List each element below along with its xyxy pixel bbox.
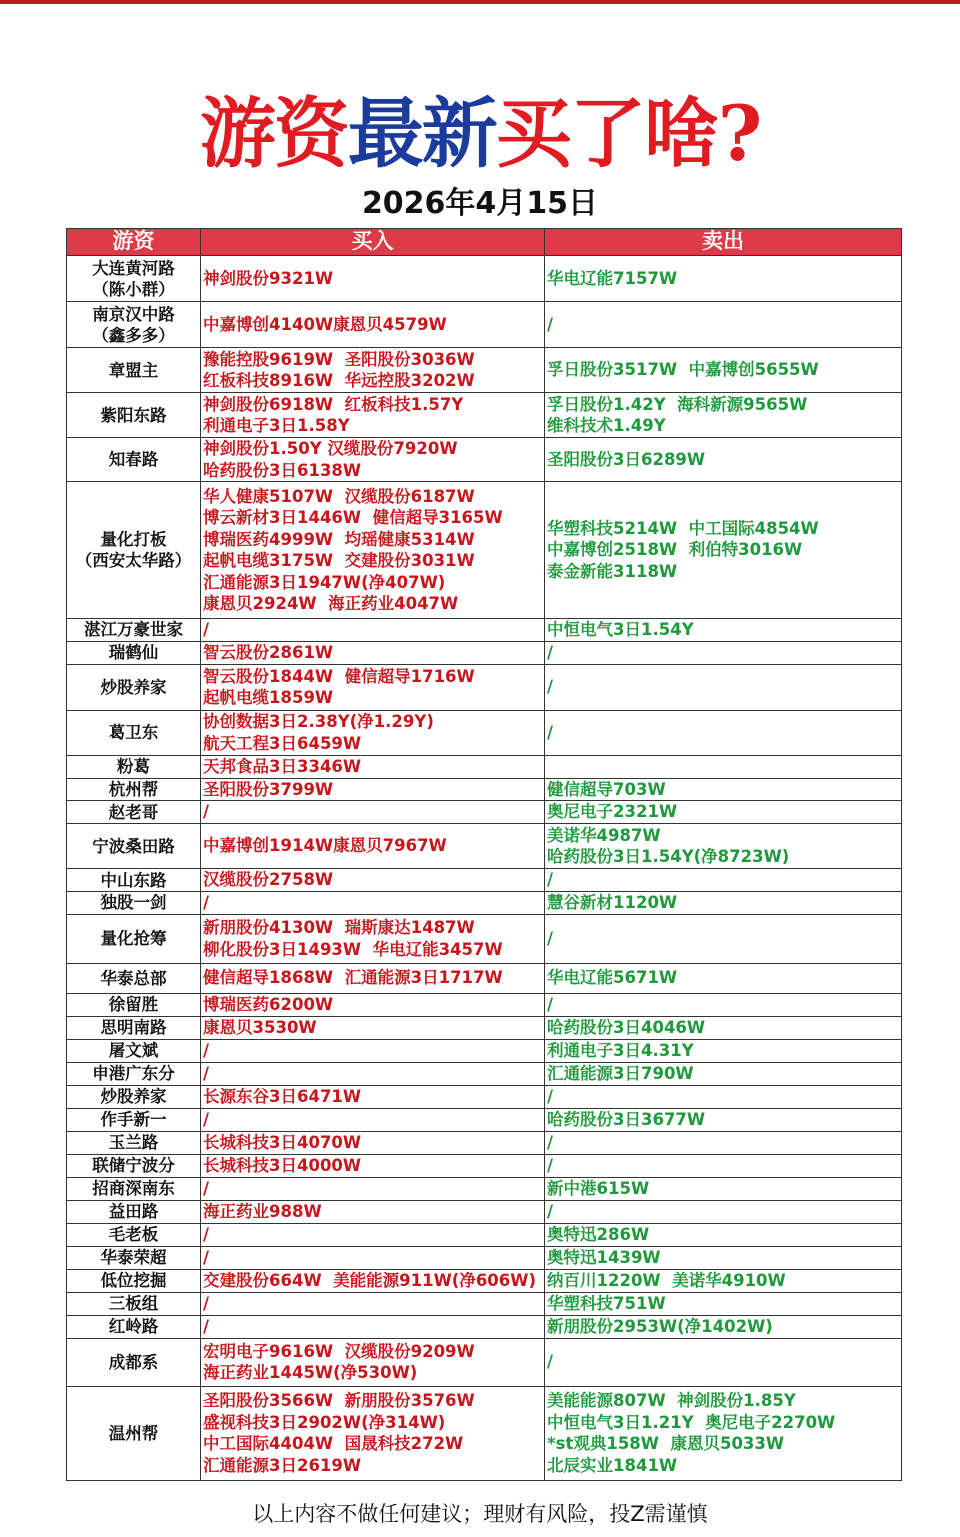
table-row [67, 619, 902, 642]
table-row [67, 1386, 902, 1480]
name-cell [67, 664, 201, 710]
sell-cell [545, 1223, 902, 1246]
trader-name: 毛老板 [108, 1225, 159, 1244]
table-row [67, 1016, 902, 1039]
sell-cell [545, 619, 902, 642]
trader-name: 葛卫东 [108, 723, 159, 742]
sell-cell [545, 1154, 902, 1177]
name-cell [67, 619, 201, 642]
buy-entry: / [203, 1224, 210, 1244]
buy-entry: 中嘉博创4140W康恩贝4579W [203, 314, 447, 334]
buy-entry: 红板科技8916W 华远控股3202W [203, 371, 475, 390]
buy-entry: 柳化股份3日1493W 华电辽能3457W [203, 939, 503, 959]
sell-entry: 美诺华4987W [547, 825, 661, 845]
buy-cell [201, 1200, 545, 1223]
sell-entry: 中恒电气3日1.54Y [547, 620, 694, 639]
sell-cell [545, 1039, 902, 1062]
trader-name: 量化抢筹 [100, 929, 167, 948]
disclaimer-footer: 以上内容不做任何建议；理财有风险，投Z需谨慎 [252, 1502, 708, 1526]
trader-name: 低位挖掘 [100, 1271, 167, 1290]
sell-cell [545, 1338, 902, 1386]
name-cell [67, 1085, 201, 1108]
buy-cell [201, 641, 545, 664]
buy-entry: 海正药业988W [203, 1201, 322, 1221]
buy-entry: 交建股份664W 美能能源911W(净606W) [203, 1270, 536, 1290]
sell-cell [545, 1246, 902, 1269]
buy-entry: 天邦食品3日3346W [203, 756, 362, 776]
buy-cell [201, 1177, 545, 1200]
sell-cell [545, 778, 902, 801]
name-cell [67, 482, 201, 619]
buy-entry: 海正药业1445W(净530W) [203, 1363, 418, 1382]
sell-entry: / [547, 928, 554, 948]
sell-entry: / [547, 677, 554, 697]
trader-name: 宁波桑田路 [92, 836, 175, 856]
header-name: 游资 [67, 229, 201, 256]
sell-entry: 圣阳股份3日6289W [547, 449, 706, 469]
table-row [67, 914, 902, 963]
buy-cell [201, 1016, 545, 1039]
trader-name: （陈小群） [92, 279, 175, 299]
buy-entry: 长城科技3日4000W [203, 1155, 362, 1175]
buy-cell [201, 1223, 545, 1246]
sell-entry: 奥尼电子2321W [547, 802, 678, 822]
name-cell [67, 824, 201, 869]
sell-entry: 华塑科技5214W 中工国际4854W [547, 518, 819, 538]
buy-entry: 博瑞医药4999W 均瑶健康5314W [203, 529, 475, 549]
trader-name: 知春路 [108, 450, 159, 469]
buy-entry: 起帆电缆3175W 交建股份3031W [203, 551, 475, 570]
buy-cell [201, 1315, 545, 1338]
sell-cell [545, 1131, 902, 1154]
buy-entry: 汇通能源3日2619W [203, 1455, 362, 1475]
buy-entry: 汉缆股份2758W [203, 870, 334, 890]
table-row [67, 755, 902, 778]
sell-cell [545, 1386, 902, 1480]
buy-entry: 哈药股份3日6138W [203, 460, 362, 480]
buy-cell [201, 1154, 545, 1177]
table-row [67, 1108, 902, 1131]
trader-name: 大连黄河路 [92, 258, 175, 278]
buy-cell [201, 664, 545, 710]
table-row [67, 348, 902, 393]
sell-cell [545, 755, 902, 778]
buy-entry: / [203, 1063, 210, 1083]
buy-cell [201, 482, 545, 619]
buy-cell [201, 1338, 545, 1386]
sell-entry: 新朋股份2953W(净1402W) [547, 1316, 773, 1336]
buy-entry: / [203, 1109, 210, 1129]
buy-entry: 汇通能源3日1947W(净407W) [203, 572, 446, 592]
table-row [67, 1200, 902, 1223]
sell-entry: / [547, 1086, 554, 1106]
name-cell [67, 1246, 201, 1269]
table-row [67, 993, 902, 1016]
buy-entry: 豫能控股9619W 圣阳股份3036W [203, 349, 475, 369]
buy-entry: 智云股份1844W 健信超导1716W [203, 666, 475, 686]
table-row [67, 1269, 902, 1292]
name-cell [67, 393, 201, 438]
sell-cell [545, 1177, 902, 1200]
name-cell [67, 1292, 201, 1315]
sell-cell [545, 482, 902, 619]
sell-cell [545, 801, 902, 824]
name-cell [67, 1108, 201, 1131]
buy-entry: 盛视科技3日2902W(净314W) [203, 1412, 446, 1432]
buy-entry: 航天工程3日6459W [203, 733, 362, 753]
date-heading: 2026年4月15日 [361, 186, 599, 221]
trader-name: 量化打板 [100, 530, 167, 549]
buy-cell [201, 993, 545, 1016]
title-part-2: 最新 [347, 89, 496, 178]
sell-cell [545, 1062, 902, 1085]
table-row [67, 1315, 902, 1338]
table-row [67, 256, 902, 302]
trader-name: 紫阳东路 [100, 405, 167, 425]
sell-entry: 中恒电气3日1.21Y 奥尼电子2270W [547, 1412, 836, 1432]
name-cell [67, 302, 201, 348]
page-title [0, 84, 960, 184]
sell-entry: 孚日股份1.42Y 海科新源9565W [547, 394, 808, 414]
buy-cell [201, 393, 545, 438]
table-row [67, 1338, 902, 1386]
table-header-row [67, 229, 902, 256]
buy-cell [201, 1246, 545, 1269]
sell-cell [545, 824, 902, 869]
trader-name: 红岭路 [108, 1317, 159, 1336]
trader-name: 粉葛 [117, 757, 150, 776]
name-cell [67, 1269, 201, 1292]
trader-name: 章盟主 [108, 360, 159, 380]
buy-entry: 中嘉博创1914W康恩贝7967W [203, 836, 447, 856]
sell-cell [545, 963, 902, 993]
buy-cell [201, 892, 545, 915]
buy-cell [201, 755, 545, 778]
sell-entry: 哈药股份3日3677W [547, 1109, 706, 1129]
buy-cell [201, 438, 545, 482]
sell-entry: 健信超导703W [547, 779, 666, 799]
trader-name: 招商深南东 [92, 1179, 175, 1198]
sell-cell [545, 348, 902, 393]
table-row [67, 1223, 902, 1246]
sell-entry: 华塑科技751W [547, 1293, 666, 1313]
table-row [67, 963, 902, 993]
trader-name: 华泰总部 [100, 968, 167, 988]
sell-cell [545, 892, 902, 915]
table-row [67, 869, 902, 892]
sell-entry: / [547, 994, 554, 1014]
buy-entry: / [203, 1178, 210, 1198]
trader-name: 杭州帮 [108, 779, 159, 799]
buy-entry: 博瑞医药6200W [203, 994, 334, 1014]
sell-entry: 纳百川1220W 美诺华4910W [547, 1270, 786, 1290]
table-row [67, 1062, 902, 1085]
table-row [67, 438, 902, 482]
name-cell [67, 963, 201, 993]
buy-cell [201, 710, 545, 755]
sell-cell [545, 1085, 902, 1108]
trader-name: 赵老哥 [108, 802, 159, 822]
buy-cell [201, 1039, 545, 1062]
sell-cell [545, 641, 902, 664]
sell-entry: 新中港615W [547, 1178, 650, 1198]
buy-entry: / [203, 620, 210, 639]
table-row [67, 824, 902, 869]
buy-cell [201, 778, 545, 801]
buy-entry: / [203, 893, 210, 912]
sell-entry: / [547, 1132, 554, 1152]
name-cell [67, 1062, 201, 1085]
sell-entry: / [547, 314, 554, 334]
trader-name: 益田路 [108, 1202, 159, 1221]
table-row [67, 482, 902, 619]
title-part-3: 买了啥? [495, 89, 761, 178]
trader-name: 南京汉中路 [92, 304, 175, 324]
buy-cell [201, 1269, 545, 1292]
name-cell [67, 438, 201, 482]
buy-entry: 长城科技3日4070W [203, 1132, 362, 1152]
name-cell [67, 892, 201, 915]
buy-entry: 神剑股份1.50Y 汉缆股份7920W [203, 439, 458, 458]
top-accent-bar [0, 0, 960, 4]
sell-entry: 泰金新能3118W [547, 561, 678, 581]
trader-name: 瑞鹤仙 [108, 643, 159, 662]
buy-entry: 协创数据3日2.38Y(净1.29Y) [203, 712, 434, 731]
buy-entry: 圣阳股份3799W [203, 779, 334, 799]
table-row [67, 801, 902, 824]
buy-cell [201, 869, 545, 892]
trader-name: 炒股养家 [100, 677, 167, 697]
buy-entry: / [203, 802, 210, 822]
name-cell [67, 869, 201, 892]
name-cell [67, 1131, 201, 1154]
table-row [67, 641, 902, 664]
sell-entry: 慧谷新材1120W [547, 893, 678, 912]
buy-entry: 博云新材3日1446W 健信超导3165W [203, 508, 503, 527]
trader-name: 温州帮 [108, 1423, 159, 1443]
table-row [67, 778, 902, 801]
trader-name: （西安太华路） [75, 551, 192, 570]
name-cell [67, 1039, 201, 1062]
sell-entry: *st观典158W 康恩贝5033W [547, 1434, 785, 1453]
trader-name: 玉兰路 [108, 1133, 159, 1152]
buy-cell [201, 348, 545, 393]
table-row [67, 1246, 902, 1269]
buy-cell [201, 1108, 545, 1131]
sell-cell [545, 1108, 902, 1131]
trader-name: 屠文斌 [108, 1041, 159, 1060]
buy-entry: 神剑股份6918W 红板科技1.57Y [203, 394, 464, 414]
buy-entry: 新朋股份4130W 瑞斯康达1487W [203, 918, 475, 937]
buy-cell [201, 1085, 545, 1108]
sell-entry: 美能能源807W 神剑股份1.85Y [547, 1391, 796, 1410]
table-row [67, 1085, 902, 1108]
name-cell [67, 348, 201, 393]
sell-cell [545, 869, 902, 892]
sell-entry: 北辰实业1841W [547, 1455, 678, 1475]
buy-entry: / [203, 1040, 210, 1060]
sell-entry: 奥特迅286W [547, 1224, 650, 1244]
name-cell [67, 1016, 201, 1039]
trader-name: 申港广东分 [92, 1064, 175, 1083]
name-cell [67, 1200, 201, 1223]
buy-cell [201, 824, 545, 869]
sell-cell [545, 993, 902, 1016]
sell-entry: 汇通能源3日790W [547, 1063, 694, 1083]
trades-table [66, 228, 902, 1481]
table-row [67, 302, 902, 348]
name-cell [67, 1154, 201, 1177]
table-row [67, 664, 902, 710]
name-cell [67, 1223, 201, 1246]
buy-entry: 宏明电子9616W 汉缆股份9209W [203, 1341, 475, 1361]
name-cell [67, 1338, 201, 1386]
sell-cell [545, 1016, 902, 1039]
buy-entry: 健信超导1868W 汇通能源3日1717W [203, 968, 503, 988]
buy-entry: / [203, 1247, 210, 1267]
buy-cell [201, 1131, 545, 1154]
trader-name: 三板组 [108, 1294, 159, 1313]
name-cell [67, 1386, 201, 1480]
name-cell [67, 914, 201, 963]
buy-entry: 利通电子3日1.58Y [203, 416, 350, 435]
name-cell [67, 778, 201, 801]
title-part-1: 游资 [199, 89, 348, 178]
sell-entry: 孚日股份3517W 中嘉博创5655W [547, 360, 819, 380]
buy-entry: 华人健康5107W 汉缆股份6187W [203, 486, 475, 506]
sell-entry: 维科技术1.49Y [547, 416, 666, 435]
sell-cell [545, 664, 902, 710]
trader-name: 作手新一 [100, 1110, 167, 1129]
buy-entry: 康恩贝3530W [203, 1017, 317, 1037]
sell-cell [545, 393, 902, 438]
buy-cell [201, 801, 545, 824]
name-cell [67, 993, 201, 1016]
buy-entry: 中工国际4404W 国晟科技272W [203, 1434, 464, 1453]
table-row [67, 892, 902, 915]
trader-name: 炒股养家 [100, 1087, 167, 1106]
buy-cell [201, 619, 545, 642]
name-cell [67, 1177, 201, 1200]
sell-cell [545, 1200, 902, 1223]
buy-entry: / [203, 1293, 210, 1313]
trader-name: 中山东路 [100, 870, 167, 890]
sell-entry: / [547, 870, 554, 890]
header-buy: 买入 [201, 229, 545, 256]
buy-entry: 起帆电缆1859W [203, 688, 334, 707]
table-row [67, 1177, 902, 1200]
sell-cell [545, 1292, 902, 1315]
trader-name: 湛江万豪世家 [84, 620, 183, 640]
sell-entry: 哈药股份3日4046W [547, 1017, 706, 1037]
table-row [67, 710, 902, 755]
buy-entry: 神剑股份9321W [203, 268, 334, 288]
sell-entry: / [547, 1155, 554, 1175]
trader-name: 独股一剑 [100, 893, 167, 913]
sell-entry: / [547, 722, 554, 742]
sell-entry: / [547, 1352, 554, 1372]
sell-entry: / [547, 642, 554, 662]
sell-cell [545, 1315, 902, 1338]
sell-entry: 利通电子3日4.31Y [547, 1040, 694, 1060]
trader-name: 成都系 [108, 1352, 159, 1372]
trader-name: （鑫多多） [92, 325, 175, 345]
table-row [67, 1292, 902, 1315]
sell-cell [545, 438, 902, 482]
sell-entry: 华电辽能5671W [547, 968, 678, 988]
name-cell [67, 641, 201, 664]
name-cell [67, 710, 201, 755]
name-cell [67, 801, 201, 824]
trader-name: 联储宁波分 [92, 1156, 175, 1175]
name-cell [67, 755, 201, 778]
sell-entry: 中嘉博创2518W 利伯特3016W [547, 540, 803, 560]
buy-cell [201, 302, 545, 348]
name-cell [67, 1315, 201, 1338]
trader-name: 思明南路 [100, 1018, 167, 1037]
table-row [67, 393, 902, 438]
buy-cell [201, 1062, 545, 1085]
sell-cell [545, 1269, 902, 1292]
header-sell: 卖出 [545, 229, 902, 256]
sell-cell [545, 914, 902, 963]
buy-entry: / [203, 1316, 210, 1336]
trader-name: 徐留胜 [108, 995, 159, 1014]
buy-cell [201, 914, 545, 963]
buy-entry: 长源东谷3日6471W [203, 1086, 362, 1106]
table-row [67, 1039, 902, 1062]
buy-cell [201, 1292, 545, 1315]
sell-cell [545, 710, 902, 755]
table-row [67, 1154, 902, 1177]
sell-cell [545, 302, 902, 348]
sell-cell [545, 256, 902, 302]
buy-cell [201, 963, 545, 993]
buy-cell [201, 256, 545, 302]
table-row [67, 1131, 902, 1154]
buy-cell [201, 1386, 545, 1480]
buy-entry: 康恩贝2924W 海正药业4047W [203, 594, 459, 613]
buy-entry: 圣阳股份3566W 新朋股份3576W [203, 1391, 475, 1410]
name-cell [67, 256, 201, 302]
sell-entry: 奥特迅1439W [547, 1247, 661, 1267]
sell-entry: 华电辽能7157W [547, 268, 678, 288]
trader-name: 华泰荣超 [100, 1248, 167, 1267]
sell-entry: / [547, 1201, 554, 1221]
buy-entry: 智云股份2861W [203, 642, 334, 662]
sell-entry: 哈药股份3日1.54Y(净8723W) [547, 847, 790, 866]
